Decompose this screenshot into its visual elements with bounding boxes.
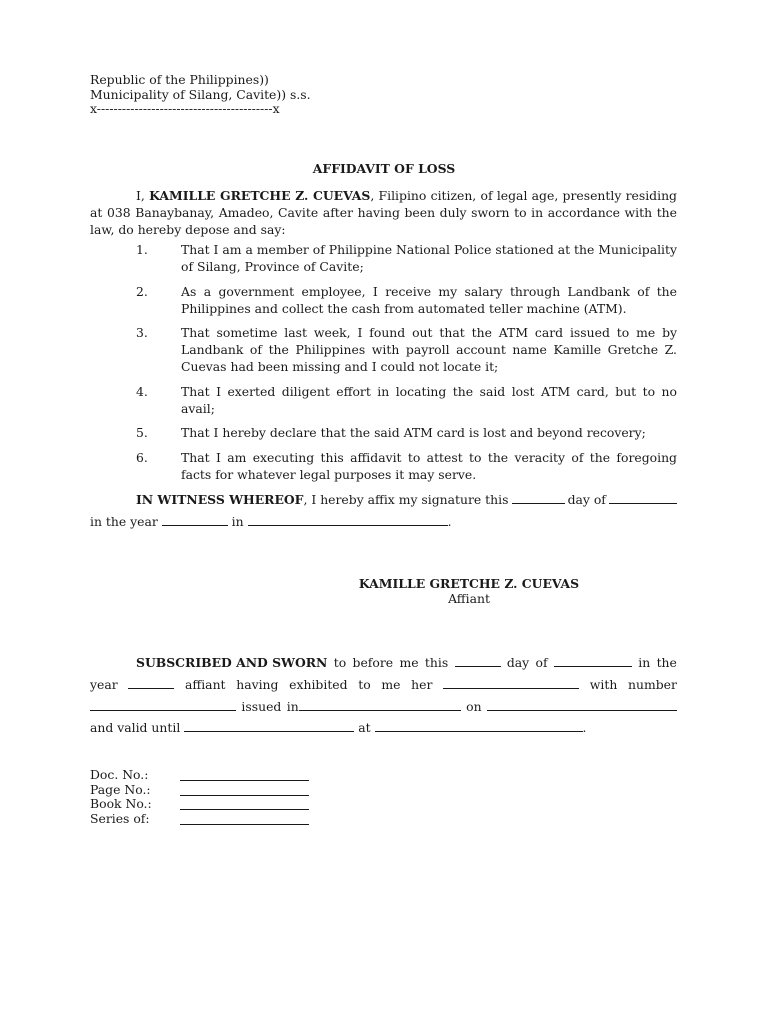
id-number-blank[interactable] xyxy=(90,698,236,711)
affiant-name-inline: KAMILLE GRETCHE Z. CUEVAS xyxy=(149,188,371,203)
list-item xyxy=(90,783,309,798)
list-item xyxy=(90,383,677,417)
jurat-at: at xyxy=(358,720,371,736)
jurat-word: me xyxy=(381,676,401,692)
jurat-paragraph xyxy=(90,652,677,739)
intro-text: , Filipino citizen, of legal age, presently residing at 038 Banaybanay, Amadeo, Cavite after having been duly sworn to in accordance with the law, do hereby depose and say: xyxy=(90,188,677,237)
doc-no-blank[interactable] xyxy=(180,768,309,781)
id-issue-place-blank[interactable] xyxy=(299,698,461,711)
list-item xyxy=(90,283,677,317)
notarial-register xyxy=(90,768,309,826)
list-item xyxy=(90,768,309,783)
witness-in: in xyxy=(231,514,244,529)
witness-day-of: day of xyxy=(567,492,606,507)
series-of-blank[interactable] xyxy=(180,812,309,825)
witness-paragraph xyxy=(90,489,677,533)
item-number: 4. xyxy=(136,383,148,399)
jurat-month-blank[interactable] xyxy=(554,654,632,667)
item-text: That I hereby declare that the said ATM card is lost and beyond recovery; xyxy=(181,425,646,440)
jurat-word: her xyxy=(411,676,433,692)
page-no-blank[interactable] xyxy=(180,783,309,796)
item-number: 6. xyxy=(136,449,148,465)
item-number: 1. xyxy=(136,242,148,257)
jurat-day-blank[interactable] xyxy=(455,654,501,667)
venue-divider: x------------------------------------------x xyxy=(90,101,280,116)
list-item xyxy=(90,241,677,275)
jurat-valid-until: and valid until xyxy=(90,720,181,736)
jurat-word: the xyxy=(656,655,677,670)
intro-paragraph xyxy=(90,187,677,238)
affiant-name: KAMILLE GRETCHE Z. CUEVAS xyxy=(358,576,580,591)
doc-no-label: Doc. No.: xyxy=(90,767,149,782)
jurat-period: . xyxy=(582,720,587,736)
item-number: 3. xyxy=(136,325,148,340)
jurat-word: before xyxy=(352,655,394,670)
jurat-word: issued xyxy=(241,698,282,714)
affiant-role: Affiant xyxy=(448,591,490,606)
venue-municipality: Municipality of Silang, Cavite)) s.s. xyxy=(90,86,311,102)
id-issue-date-blank[interactable] xyxy=(487,698,677,711)
id-validity-blank[interactable] xyxy=(184,719,354,732)
jurat-word: in xyxy=(638,655,651,670)
jurat-word: number xyxy=(628,676,677,692)
item-text: That sometime last week, I found out that the ATM card issued to me by Landbank of the Philippines with payroll account name Kamille Gretche Z. Cuevas had been missing and I could not locate it; xyxy=(181,325,677,374)
page-no-label: Page No.: xyxy=(90,781,151,797)
jurat-word: of xyxy=(535,655,548,670)
jurat-word: to xyxy=(333,655,347,670)
item-number: 5. xyxy=(136,425,148,440)
item-text: That I exerted diligent effort in locating the said lost ATM card, but to no avail; xyxy=(181,383,677,416)
venue-header xyxy=(90,73,311,117)
item-text: As a government employee, I receive my salary through Landbank of the Philippines and collect the cash from automated teller machine (ATM). xyxy=(181,283,677,316)
book-no-label: Book No.: xyxy=(90,796,152,811)
affiant-signature-block xyxy=(0,576,768,606)
signature-month-blank[interactable] xyxy=(609,491,677,504)
list-item xyxy=(90,424,677,441)
list-item xyxy=(90,797,309,812)
witness-period: . xyxy=(447,514,452,529)
jurat-word: having xyxy=(236,676,279,692)
jurat-word: day xyxy=(506,655,530,670)
signature-place-blank[interactable] xyxy=(248,513,448,526)
jurat-year-blank[interactable] xyxy=(128,676,174,689)
item-text: That I am a member of Philippine National Police stationed at the Municipality of Silang, Province of Cavite; xyxy=(181,242,677,274)
document-title: AFFIDAVIT OF LOSS xyxy=(312,161,456,176)
jurat-word: on xyxy=(466,698,482,714)
jurat-word: to xyxy=(358,676,371,692)
jurat-word: exhibited xyxy=(289,676,348,692)
list-item xyxy=(90,449,677,483)
id-type-blank[interactable] xyxy=(443,676,579,689)
signature-year-blank[interactable] xyxy=(162,513,228,526)
series-of-label: Series of: xyxy=(90,810,150,826)
venue-country: Republic of the Philippines)) xyxy=(90,72,269,87)
jurat-word: year xyxy=(90,676,118,692)
item-number: 2. xyxy=(136,283,148,299)
statements-list xyxy=(90,241,677,490)
signature-day-blank[interactable] xyxy=(512,491,565,504)
jurat-lead: SUBSCRIBED AND SWORN xyxy=(136,655,328,670)
jurat-word: with xyxy=(589,676,618,692)
jurat-word: affiant xyxy=(185,676,226,692)
item-text: That I am executing this affidavit to attest to the veracity of the foregoing facts for whatever legal purposes it may serve. xyxy=(181,449,677,482)
jurat-place-blank[interactable] xyxy=(375,719,583,732)
intro-pre: I, xyxy=(136,188,150,203)
witness-lead: IN WITNESS WHEREOF xyxy=(136,492,304,507)
list-item xyxy=(90,812,309,827)
book-no-blank[interactable] xyxy=(180,797,309,810)
witness-year-label: in the year xyxy=(90,514,158,529)
jurat-word: in xyxy=(286,698,299,714)
list-item xyxy=(90,324,677,375)
jurat-word: me xyxy=(399,655,419,670)
witness-text: , I hereby affix my signature this xyxy=(303,492,509,507)
jurat-word: this xyxy=(424,655,449,670)
